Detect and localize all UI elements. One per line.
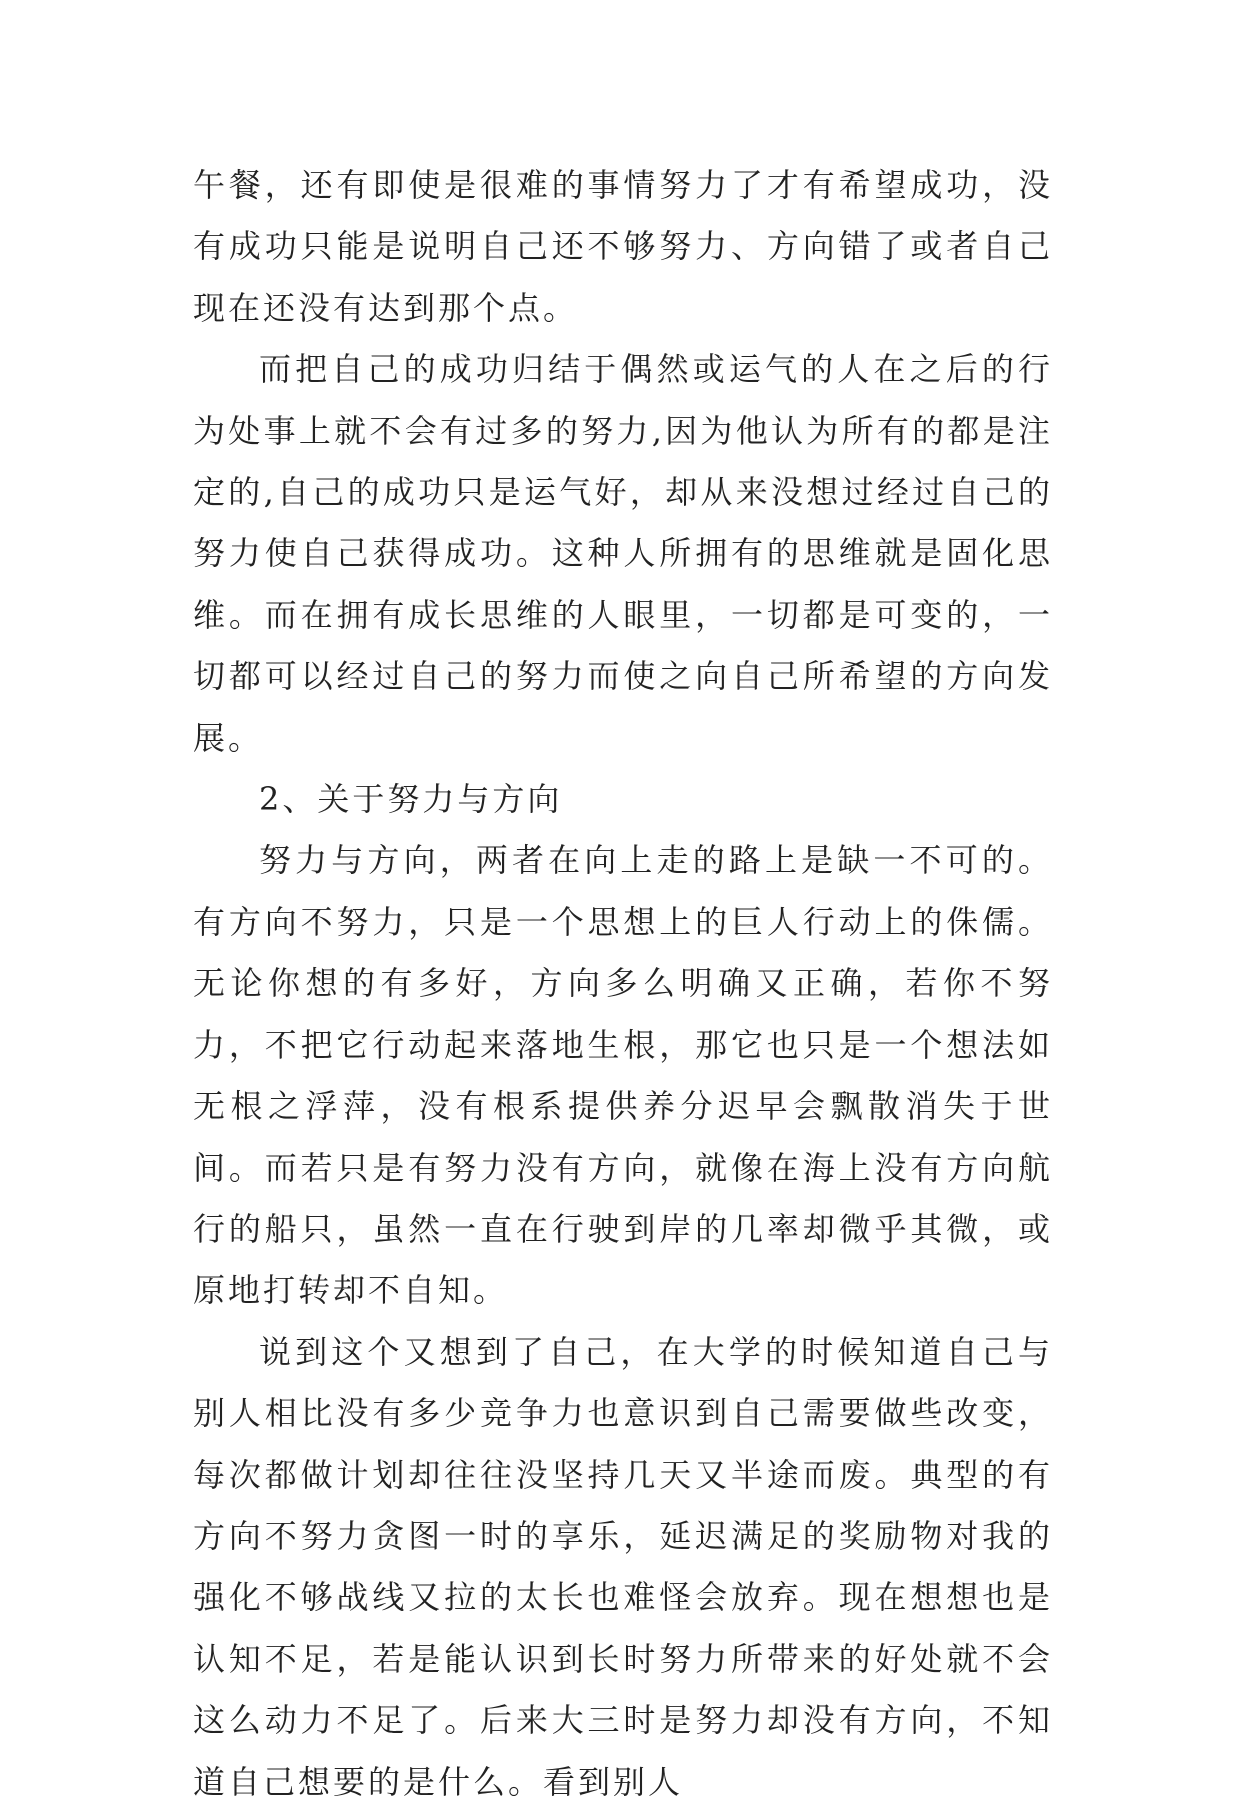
document-body bbox=[193, 155, 1053, 1813]
paragraph-1: 午餐，还有即使是很难的事情努力了才有希望成功，没有成功只能是说明自己还不够努力、方向错了或者自己现在还没有达到那个点。 bbox=[193, 166, 1053, 327]
section-heading: 2、关于努力与方向 bbox=[259, 780, 563, 819]
paragraph-3: 努力与方向，两者在向上走的路上是缺一不可的。有方向不努力，只是一个思想上的巨人行动上的侏儒。无论你想的有多好，方向多么明确又正确，若你不努力，不把它行动起来落地生根，那它也只是一个想法如无根之浮萍，没有根系提供养分迟早会飘散消失于世间。而若只是有努力没有方向，就像在海上没有方向航行的船只，虽然一直在行驶到岸的几率却微乎其微，或原地打转却不自知。 bbox=[193, 841, 1053, 1310]
paragraph-2: 而把自己的成功归结于偶然或运气的人在之后的行为处事上就不会有过多的努力,因为他认为所有的都是注定的,自己的成功只是运气好，却从来没想过经过自己的努力使自己获得成功。这种人所拥有的思维就是固化思维。而在拥有成长思维的人眼里，一切都是可变的，一切都可以经过自己的努力而使之向自己所希望的方向发展。 bbox=[193, 350, 1053, 757]
paragraph-4: 说到这个又想到了自己，在大学的时候知道自己与别人相比没有多少竞争力也意识到自己需要做些改变，每次都做计划却往往没坚持几天又半途而废。典型的有方向不努力贪图一时的享乐，延迟满足的奖励物对我的强化不够战线又拉的太长也难怪会放弃。现在想想也是认知不足，若是能认识到长时努力所带来的好处就不会这么动力不足了。后来大三时是努力却没有方向，不知道自己想要的是什么。看到别人 bbox=[193, 1332, 1053, 1801]
